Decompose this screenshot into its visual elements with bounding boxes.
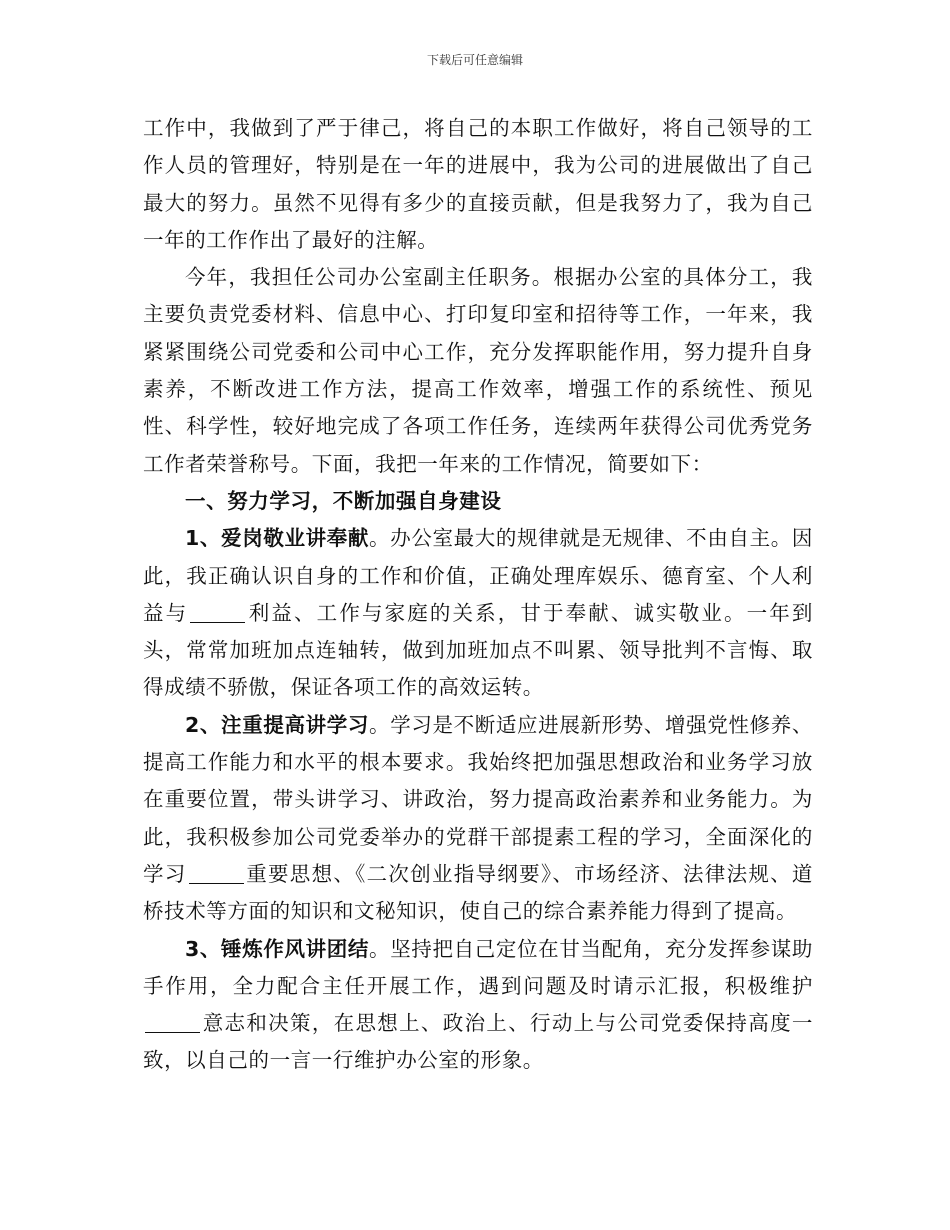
paragraph-summary: 今年，我担任公司办公室副主任职务。根据办公室的具体分工，我主要负责党委材料、信息中心、打印复印室和招待等工作，一年来，我紧紧围绕公司党委和公司中心工作，充分发挥职能作用，努力提升自身素养，不断改进工作方法，提高工作效率，增强工作的系统性、预见性、科学性，较好地完成了各项工作任务，连续两年获得公司优秀党务工作者荣誉称号。下面，我把一年来的工作情况，简要如下： bbox=[143, 265, 813, 476]
page-header-note: 下载后可任意编辑 bbox=[426, 53, 523, 67]
blank-underline bbox=[190, 601, 245, 623]
item-3-title: 3、锤炼作风讲团结 bbox=[185, 936, 370, 961]
paragraph-item-3 bbox=[143, 931, 813, 1080]
item-2-title: 2、注重提高讲学习 bbox=[185, 712, 370, 737]
paragraph-item-1 bbox=[143, 520, 813, 706]
item-1-text-a: 。办公室最大的规律就是无规律、不由自主。因此，我正确认识自身的工作和价值，正确处理库娱乐、德育室、个人利益与 bbox=[143, 526, 813, 625]
item-3-text-a: 。坚持把自己定位在甘当配角，充分发挥参谋助手作用，全力配合主任开展工作，遇到问题及时请示汇报，积极维护 bbox=[143, 936, 813, 998]
blank-underline bbox=[145, 1012, 200, 1034]
item-3-text-b: 意志和决策，在思想上、政治上、行动上与公司党委保持高度一致，以自己的一言一行维护办公室的形象。 bbox=[143, 1011, 813, 1073]
item-1-text-b: 利益、工作与家庭的关系，甘于奉献、诚实敬业。一年到头，常常加班加点连轴转，做到加班加点不叫累、领导批判不言悔、取得成绩不骄傲，保证各项工作的高效运转。 bbox=[143, 600, 814, 700]
paragraph-item-2 bbox=[143, 707, 813, 931]
item-1-title: 1、爱岗敬业讲奉献 bbox=[185, 526, 370, 551]
item-2-text-b: 重要思想、《二次创业指导纲要》、市场经济、法律法规、道桥技术等方面的知识和文秘知识，使自己的综合素养能力得到了提高。 bbox=[143, 861, 814, 924]
blank-underline bbox=[189, 862, 244, 884]
item-2-text-a: 。学习是不断适应进展新形势、增强党性修养、提高工作能力和水平的根本要求。我始终把加强思想政治和业务学习放在重要位置，带头讲学习、讲政治，努力提高政治素养和业务能力。为此，我积极参加公司党委举办的党群干部提素工程的学习，全面深化的学习 bbox=[143, 712, 813, 886]
paragraph-intro: 工作中，我做到了严于律己，将自己的本职工作做好，将自己领导的工作人员的管理好，特别是在一年的进展中，我为公司的进展做出了自己最大的努力。虽然不见得有多少的直接贡献，但是我努力了，我为自己一年的工作作出了最好的注解。 bbox=[143, 116, 813, 252]
section-heading: 一、努力学习，不断加强自身建设 bbox=[185, 488, 502, 513]
document-body bbox=[143, 110, 813, 1080]
